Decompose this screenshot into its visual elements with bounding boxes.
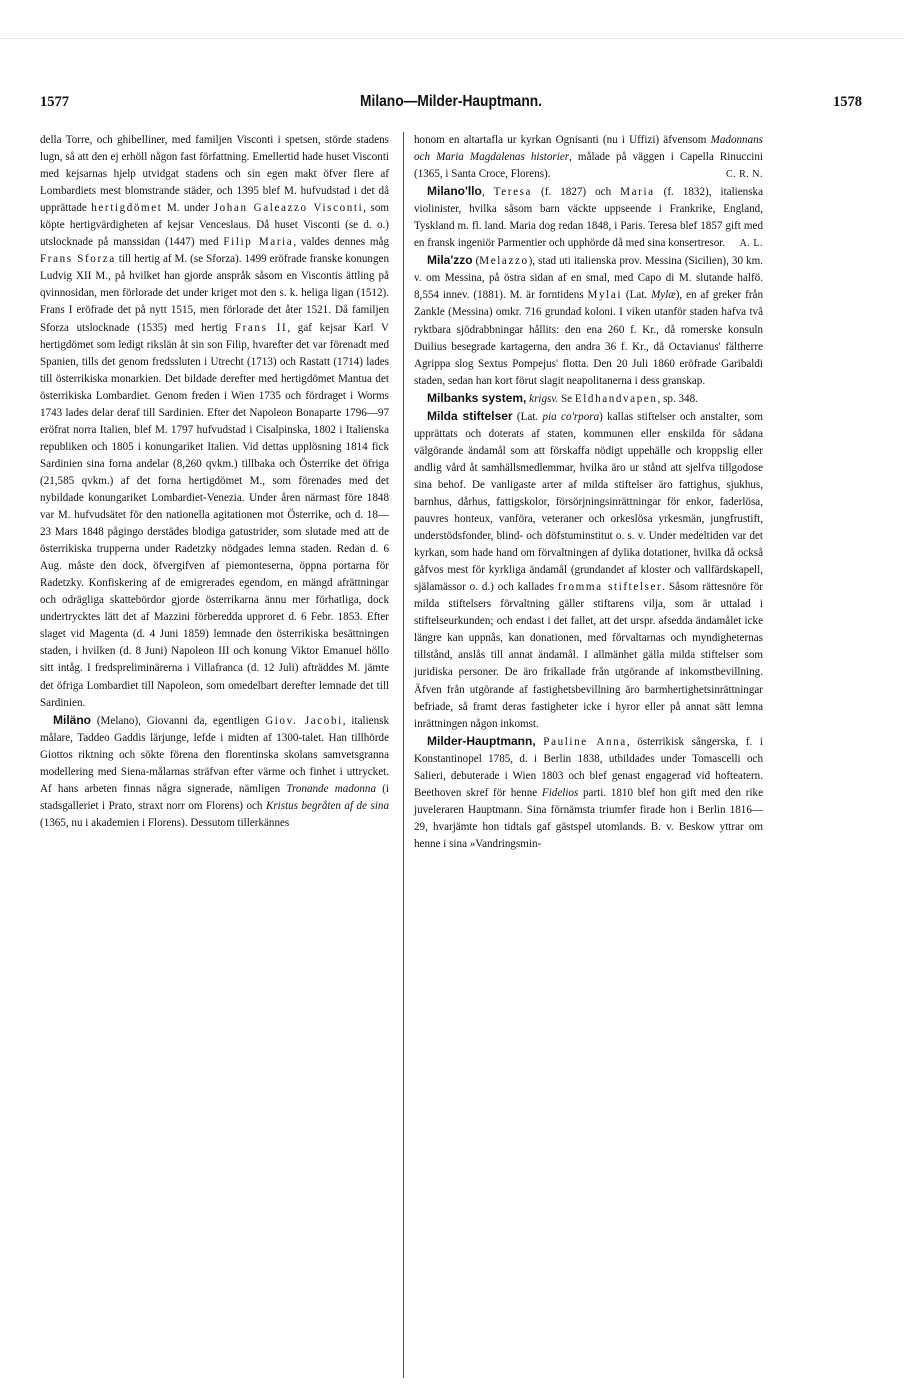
- headword: Milda stiftelser: [427, 408, 513, 423]
- running-title: Milano—Milder-Hauptmann.: [360, 93, 542, 110]
- article-milano-continued: della Torre, och ghibelliner, med familjen Visconti i spetsen, störde stadens lugn, så att den ej erhöll någon fast författning. Emellertid hade huset Visconti med kejsarnas hjelp utvidgat stadens och sin egen makt öfver flere af Lombardiets mest blomstrande städer, och 1395 blef M. hufvudstad i det då upprättade hertigdömet M. under Johan Galeazzo Visconti, som köpte hertigvärdigheten af kejsar Venceslaus. Då huset Visconti (se d. o.) utslocknade på manssidan (1447) med Filip Maria, valdes dennes måg Frans Sforza till hertig af M. (se Sforza). 1499 eröfrade franske konungen Ludvig XII M., på hvilket han gjorde anspråk såsom en Viscontis ättling på qvinnosidan, men förlorade det under kriget mot den s. k. heliga ligan (1512). Frans I eröfrade det på nytt 1515, men förlorade det åter 1521. Då familjen Sforza utslocknade (1535) med hertig Frans II, gaf kejsar Karl V hertigdömet som ledigt rikslän åt sin son Filip, hvarefter det var förenadt med Spanien, tills det genom fredssluten i Utrecht (1713) och Rastatt (1714) lades till österrikiska monarkien. Det bildade derefter med hertigdömet Mantua det österrikiska Lombardiet. Genom freden i Wien 1735 och fördraget i Worms 1743 lades delar deraf till Sardinien. Efter det Napoleon Bonaparte 1796—97 eröfrat norra Italien, blef M. 1797 hufvudstad i Cisalpinska, 1802 i Italienska republiken och 1805 i konungariket Italien. Vid dettas upplösning 1814 fick Sardinien sina forna andelar (8,260 qvkm.) tillbaka och Österrike det öfriga (21,585 qvkm.) af det forna hertigdömet M., som förenades med det nybildade konungariket Lombardiet-Venezia. Under åren närmast före 1848 var M. hufvudsätet för den nationella agitationen mot Österrike, och d. 18—23 Mars 1848 pågingo derstädes blodiga gatustrider, som slutade med att de österrikiska trupperna under Radetzky nödgades lemna staden. Redan d. 6 Aug. måste den dock, öfvergifven af piemonteserna, öppna portarna för Radetzky. Konfiskering af de emigrerades egendom, en mängd afrättningar och odrägliga skattebördor gjorde österrikarna ännu mer förhatliga, dock undertrycktes lätt det af Mazzini förberedda upproret d. 6 Febr. 1853. Efter slaget vid Magenta (d. 4 Juni 1859) lemnade den österrikiska besättningen staden, i hvilken (d. 8 Juni) Napoleon III och konung Viktor Emanuel höllo sitt intåg. I fredspreliminärerna i Villafranca (d. 12 Juli) afträddes M. jämte det öfriga Lombardiet till Napoleon, som omedelbart derefter lemnade det till Sardinien.: [40, 134, 389, 709]
- headword: Miläno: [53, 712, 91, 727]
- scan-edge: [0, 38, 904, 39]
- page-number-right: 1578: [833, 94, 862, 110]
- headword: Mila'zzo: [427, 253, 473, 268]
- column-divider: [403, 132, 404, 1378]
- article-milda-stiftelser: Milda stiftelser (Lat. pia co'rpora) kallas stiftelser och anstalter, som upprättats och doterats af staten, kommunen eller enskilda för sådana välgörande ändamål som att förskaffa nödigt uppehälle och kroppslig eller andlig vård åt samhällsmedlemmar, hvilka äro ur stånd att sjelfva tillgodose sina behof. De vanligaste arter af milda stiftelser äro fattighus, sjukhus, barnhus, dårhus, fattigskolor, försörjningsinrättningar för enkor, faderlösa, pauvres honteux, vanföra, veteraner och orkeslösa yrkesmän, jungfrustift, understödsfonder, blind- och döfstuminstitut o. s. v. Under medeltiden var det kyrkan, som hade hand om förvaltningen af dylika dotationer, hvilka då också gåfvos mest för kyrkliga ändamål (grundandet af kloster och vallfärdskapell, själamässor o. d.) och kallades fromma stiftelser. Såsom rättesnöre för milda stiftelsers förvaltning gäller stiftarens vilja, som är uttalad i stiftelseurkunden; och endast i det fallet, att det urspr. afsedda ändamålet icke längre kan uppnås, kan donationen, med förvaltarnas och myndigheternas tillstånd, anslås till annat ändamål. I allmänhet gälla milda stiftelser som juridiska personer. De äro frikallade från utgörande af inkomstbevillning. Äfven från utgörande af fastighetsbevillning äro barmhertighetsinrättningar befriade, så framt deras fastigheter icke i hyror eller på annat sätt lemna inrättningen någon inkomst.: [414, 408, 763, 730]
- article-milano-giovanni: Miläno (Melano), Giovanni da, egentligen Giov. Jacobi, italiensk målare, Taddeo Gaddis lärjunge, lefde i midten af 1300-talet. Han tillhörde Giottos riktning och sökte förena den florentinska skolans samvetsgranna modellering med Siena-målarnas sträfvan efter värme och finhet i uttrycket. Af hans arbeten finnas några signerade, nämligen Tronande madonna (i stadsgalleriet i Prato, straxt norr om Florens) och Kristus begråten af de sina (1365, nu i akademien i Florens). Dessutom tillerkännes: [40, 712, 390, 829]
- headword: Milbanks system,: [427, 390, 527, 405]
- left-column: [40, 132, 389, 832]
- author-signature: C. R. N.: [725, 169, 763, 181]
- headword: Milano'llo: [427, 184, 482, 199]
- headword: Milder-Hauptmann,: [427, 733, 536, 748]
- author-signature: A. L.: [739, 238, 763, 250]
- page-header: [40, 94, 862, 118]
- article-milder-hauptmann: Milder-Hauptmann, Pauline Anna, österrikisk sångerska, f. i Konstantinopel 1785, d. i Berlin 1838, utbildades under Tomascelli och Salieri, debuterade i Wien 1803 och blef genast engagerad vid hofteatern. Beethoven skref för henne Fidelios parti. 1810 blef hon gift med den rike juveleraren Hauptmann. Sina förnämsta triumfer firade hon i Berlin 1816—29, hvarjämte hon tidtals gaf gästspel utomlands. B. v. Beskow yttrar om henne i sina »Vandringsmin-: [414, 733, 763, 850]
- right-column: [414, 132, 763, 853]
- article-milbanks-system: Milbanks system, krigsv. Se Eldhandvapen, sp. 348.: [427, 390, 698, 405]
- article-milano-end: honom en altartafla ur kyrkan Ognisanti (nu i Uffizi) äfvensom Madonnans och Maria Magdalenas historier, målade på väggen i Capella Rinuccini (1365, i Santa Croce, Florens). C. R. N.: [414, 132, 763, 183]
- page-number-left: 1577: [40, 94, 69, 110]
- article-milazzo: Mila'zzo (Melazzo), stad uti italienska prov. Messina (Sicilien), 30 km. v. om Messina, på östra sidan af en smal, med Capo di M. slutande halfö. 8,554 innev. (1881). M. är forntidens Mylai (Lat. Mylæ), en af greker från Zankle (Messina) omkr. 716 grundad koloni. I viken utanför staden hafva två ryktbara sjödrabbningar hållits: den ena 260 f. Kr., då romerske konsuln Duilius besegrade kartagerna, den andra 36 f. Kr., då Octavianus' fältherre Agrippa slog Sextus Pompejus' flotta. Den 20 Juli 1860 eröfrade Garibaldi staden, sedan han kort förut slagit neapolitanerna i dess granskap.: [414, 253, 763, 387]
- article-milanollo: Milano'llo, Teresa (f. 1827) och Maria (f. 1832), italienska violinister, hvilka såsom barn väckte uppseende i Frankrike, England, Tyskland m. fl. land. Maria dog redan 1848, i Paris. Teresa blef 1857 gift med en fransk ingeniör Parmentier och upphörde då med sina konsertresor. A. L.: [414, 183, 763, 252]
